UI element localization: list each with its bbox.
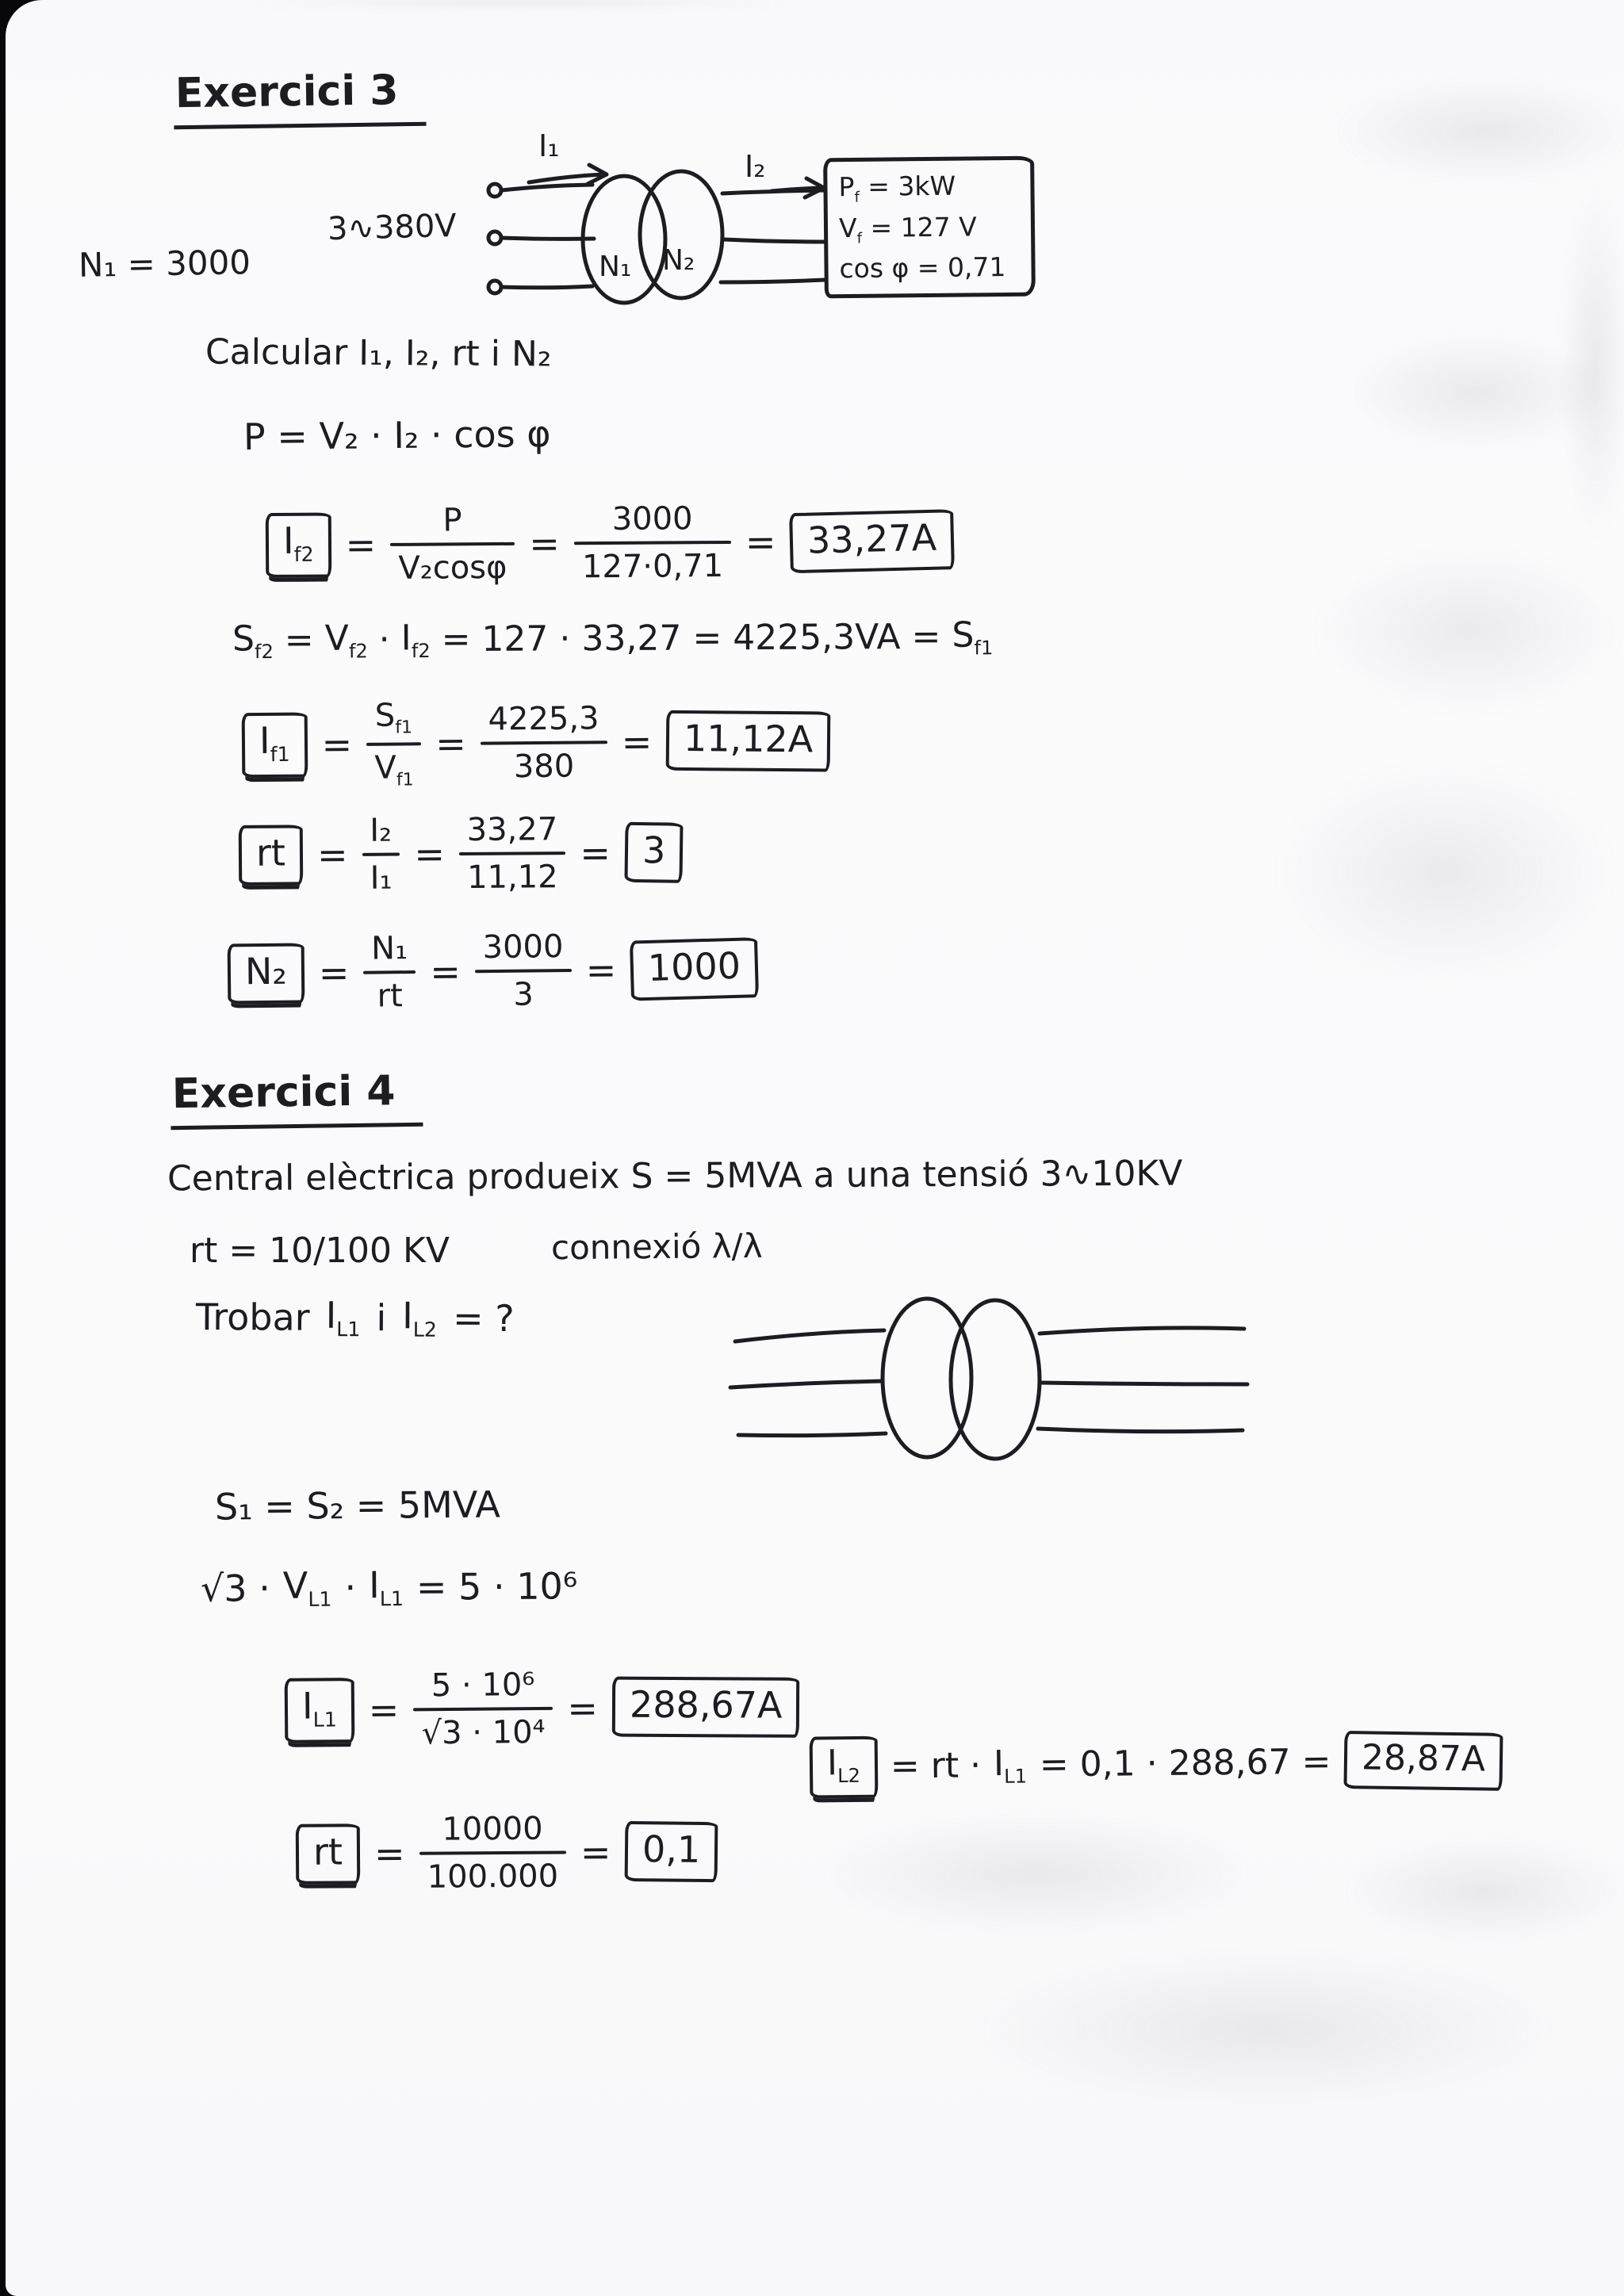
rt-ex4-boxed-symbol: rt [296, 1823, 360, 1885]
if1-boxed-symbol: $I_{f1}$ [242, 713, 308, 778]
n2-numeric-fraction: 3000 3 [474, 930, 572, 1012]
vl1-term: $V_{L1}$ [282, 1563, 332, 1611]
equation-power [243, 412, 551, 458]
rt-ex4-fraction: 10000 100.000 [419, 1812, 566, 1893]
statement-line [167, 1154, 1183, 1200]
current-arrow-i1 [529, 165, 607, 184]
paper-sheet [6, 0, 1624, 2296]
bleed-through-mark [243, 0, 799, 10]
coil1-label: N₁ [599, 251, 632, 283]
il1-term: $I_{L1}$ [325, 1293, 361, 1341]
if2-term: $I_{f2}$ [400, 618, 431, 663]
current-arrow-i2 [772, 178, 824, 197]
il2-boxed-symbol: $I_{L2}$ [810, 1736, 879, 1799]
n2-symbolic-fraction: N₁ rt [363, 932, 416, 1013]
il1-boxed-symbol: $I_{L1}$ [285, 1678, 354, 1743]
if1-numeric-fraction: 4225,3 380 [480, 702, 607, 783]
transformer-coils [883, 1299, 1040, 1459]
secondary-lines [721, 190, 825, 282]
il1-result-box: 288,67A [612, 1677, 800, 1738]
rt-ratio-line [190, 1230, 450, 1271]
statement-text: Central elèctrica produeix S = 5MVA a una tensió 3∿10KV [167, 1153, 1183, 1200]
load-parameters-box [823, 156, 1036, 299]
bleed-through-mark [1346, 1839, 1623, 1942]
bleed-through-mark [1338, 79, 1624, 182]
task-line [205, 331, 552, 374]
primary-terminals [488, 184, 594, 293]
n2-boxed-symbol: N₂ [228, 943, 305, 1004]
transformer-coils [583, 171, 722, 303]
equation-n2: N₂ = N₁ rt = 3000 3 = 1000 [227, 909, 759, 1033]
load-cos-line: cos φ = 0,71 [839, 251, 1006, 285]
i2-current-label: I₂ [745, 149, 766, 184]
il2-term: $I_{L2}$ [402, 1294, 438, 1341]
if2-symbolic-fraction: P V₂cosφ [390, 503, 515, 585]
line-conductors-right [1038, 1328, 1247, 1432]
n1-turns-label: N₁ = 3000 [78, 243, 251, 285]
rt-ratio-text: rt = 10/100 KV [190, 1230, 450, 1271]
il1-term: $I_{L1}$ [368, 1563, 404, 1611]
equation-rt: rt = I₂ I₁ = 33,27 11,12 = 3 [238, 793, 683, 915]
rt-result-box: 3 [624, 822, 683, 883]
equation-if1: $I_{f1}$ = $S_{f1}$ $V_{f1}$ = 4225,3 380 = 11,12A [241, 681, 831, 805]
equation-s-text: S₁ = S₂ = 5MVA [214, 1483, 501, 1529]
bleed-through-mark [1274, 761, 1615, 983]
coil2-label: N₂ [662, 244, 695, 277]
task-text: Calcular I₁, I₂, rt i N₂ [205, 331, 552, 375]
equation-sf2: $S_{f2}$ = $V_{f2}$ · $I_{f2}$ = 127 · 33,27 = 4225,3VA = $S_{f1}$ [232, 614, 994, 664]
rt-ex4-result-box: 0,1 [625, 1821, 718, 1882]
bleed-through-mark [1314, 547, 1623, 714]
if2-boxed-symbol: $I_{f2}$ [266, 513, 331, 578]
bleed-through-mark [981, 1950, 1552, 2109]
equation-root3: √3 · $V_{L1}$ · $I_{L1}$ = 5 · 10⁶ [200, 1563, 578, 1611]
bleed-through-mark [822, 1816, 1251, 1934]
rt-numeric-fraction: 33,27 11,12 [459, 813, 566, 894]
equation-il2: $I_{L2}$ = rt · $I_{L1}$ = 0,1 · 288,67 = 28,87A [810, 1729, 1503, 1798]
load-power-line: $P_f = 3kW$ [838, 170, 956, 206]
n2-result-box: 1000 [630, 937, 759, 1001]
i1-current-label: I₁ [538, 128, 560, 163]
find-line: Trobar $I_{L1}$ i $I_{L2}$ = ? [195, 1293, 515, 1341]
rt-symbolic-fraction: I₂ I₁ [362, 814, 400, 895]
sf2-term: $S_{f2}$ [232, 618, 274, 664]
equation-il1: $I_{L1}$ = 5 · 10⁶ √3 · 10⁴ = 288,67A [284, 1647, 800, 1770]
bleed-through-mark [1346, 333, 1607, 452]
exercise3-title: Exercici 3 [173, 67, 426, 129]
source-voltage-label: 3∿380V [327, 207, 458, 248]
il1-ref-term: $I_{L1}$ [993, 1743, 1028, 1788]
equation-s [215, 1483, 500, 1528]
equation-rt-ex4: rt = 10000 100.000 = 0,1 [295, 1792, 718, 1914]
if1-symbolic-fraction: $S_{f1}$ $V_{f1}$ [366, 698, 422, 790]
if1-result-box: 11,12A [666, 710, 831, 772]
connection-line [551, 1226, 763, 1267]
if2-result-box: 33,27A [790, 509, 956, 573]
il2-result-box: 28,87A [1343, 1731, 1503, 1791]
if2-numeric-fraction: 3000 127·0,71 [573, 502, 731, 584]
sf1-term: $S_{f1}$ [952, 614, 994, 660]
equation-if2: $I_{f2}$ = P V₂cosφ = 3000 127·0,71 = 33,27A [265, 481, 955, 605]
exercise4-title: Exercici 4 [170, 1067, 423, 1130]
il1-fraction: 5 · 10⁶ √3 · 10⁴ [413, 1668, 553, 1751]
equation-power-text: P = V₂ · I₂ · cos φ [243, 411, 551, 459]
line-conductors-left [730, 1330, 886, 1436]
connection-text: connexió λ/λ [550, 1226, 763, 1268]
sketch-strokes [719, 1269, 1274, 1490]
load-voltage-line: $V_f = 127$ V [838, 210, 977, 247]
three-phase-transformer-sketch [719, 1269, 1274, 1490]
rt-boxed-symbol: rt [239, 825, 303, 886]
vf2-term: $V_{f2}$ [324, 618, 368, 663]
